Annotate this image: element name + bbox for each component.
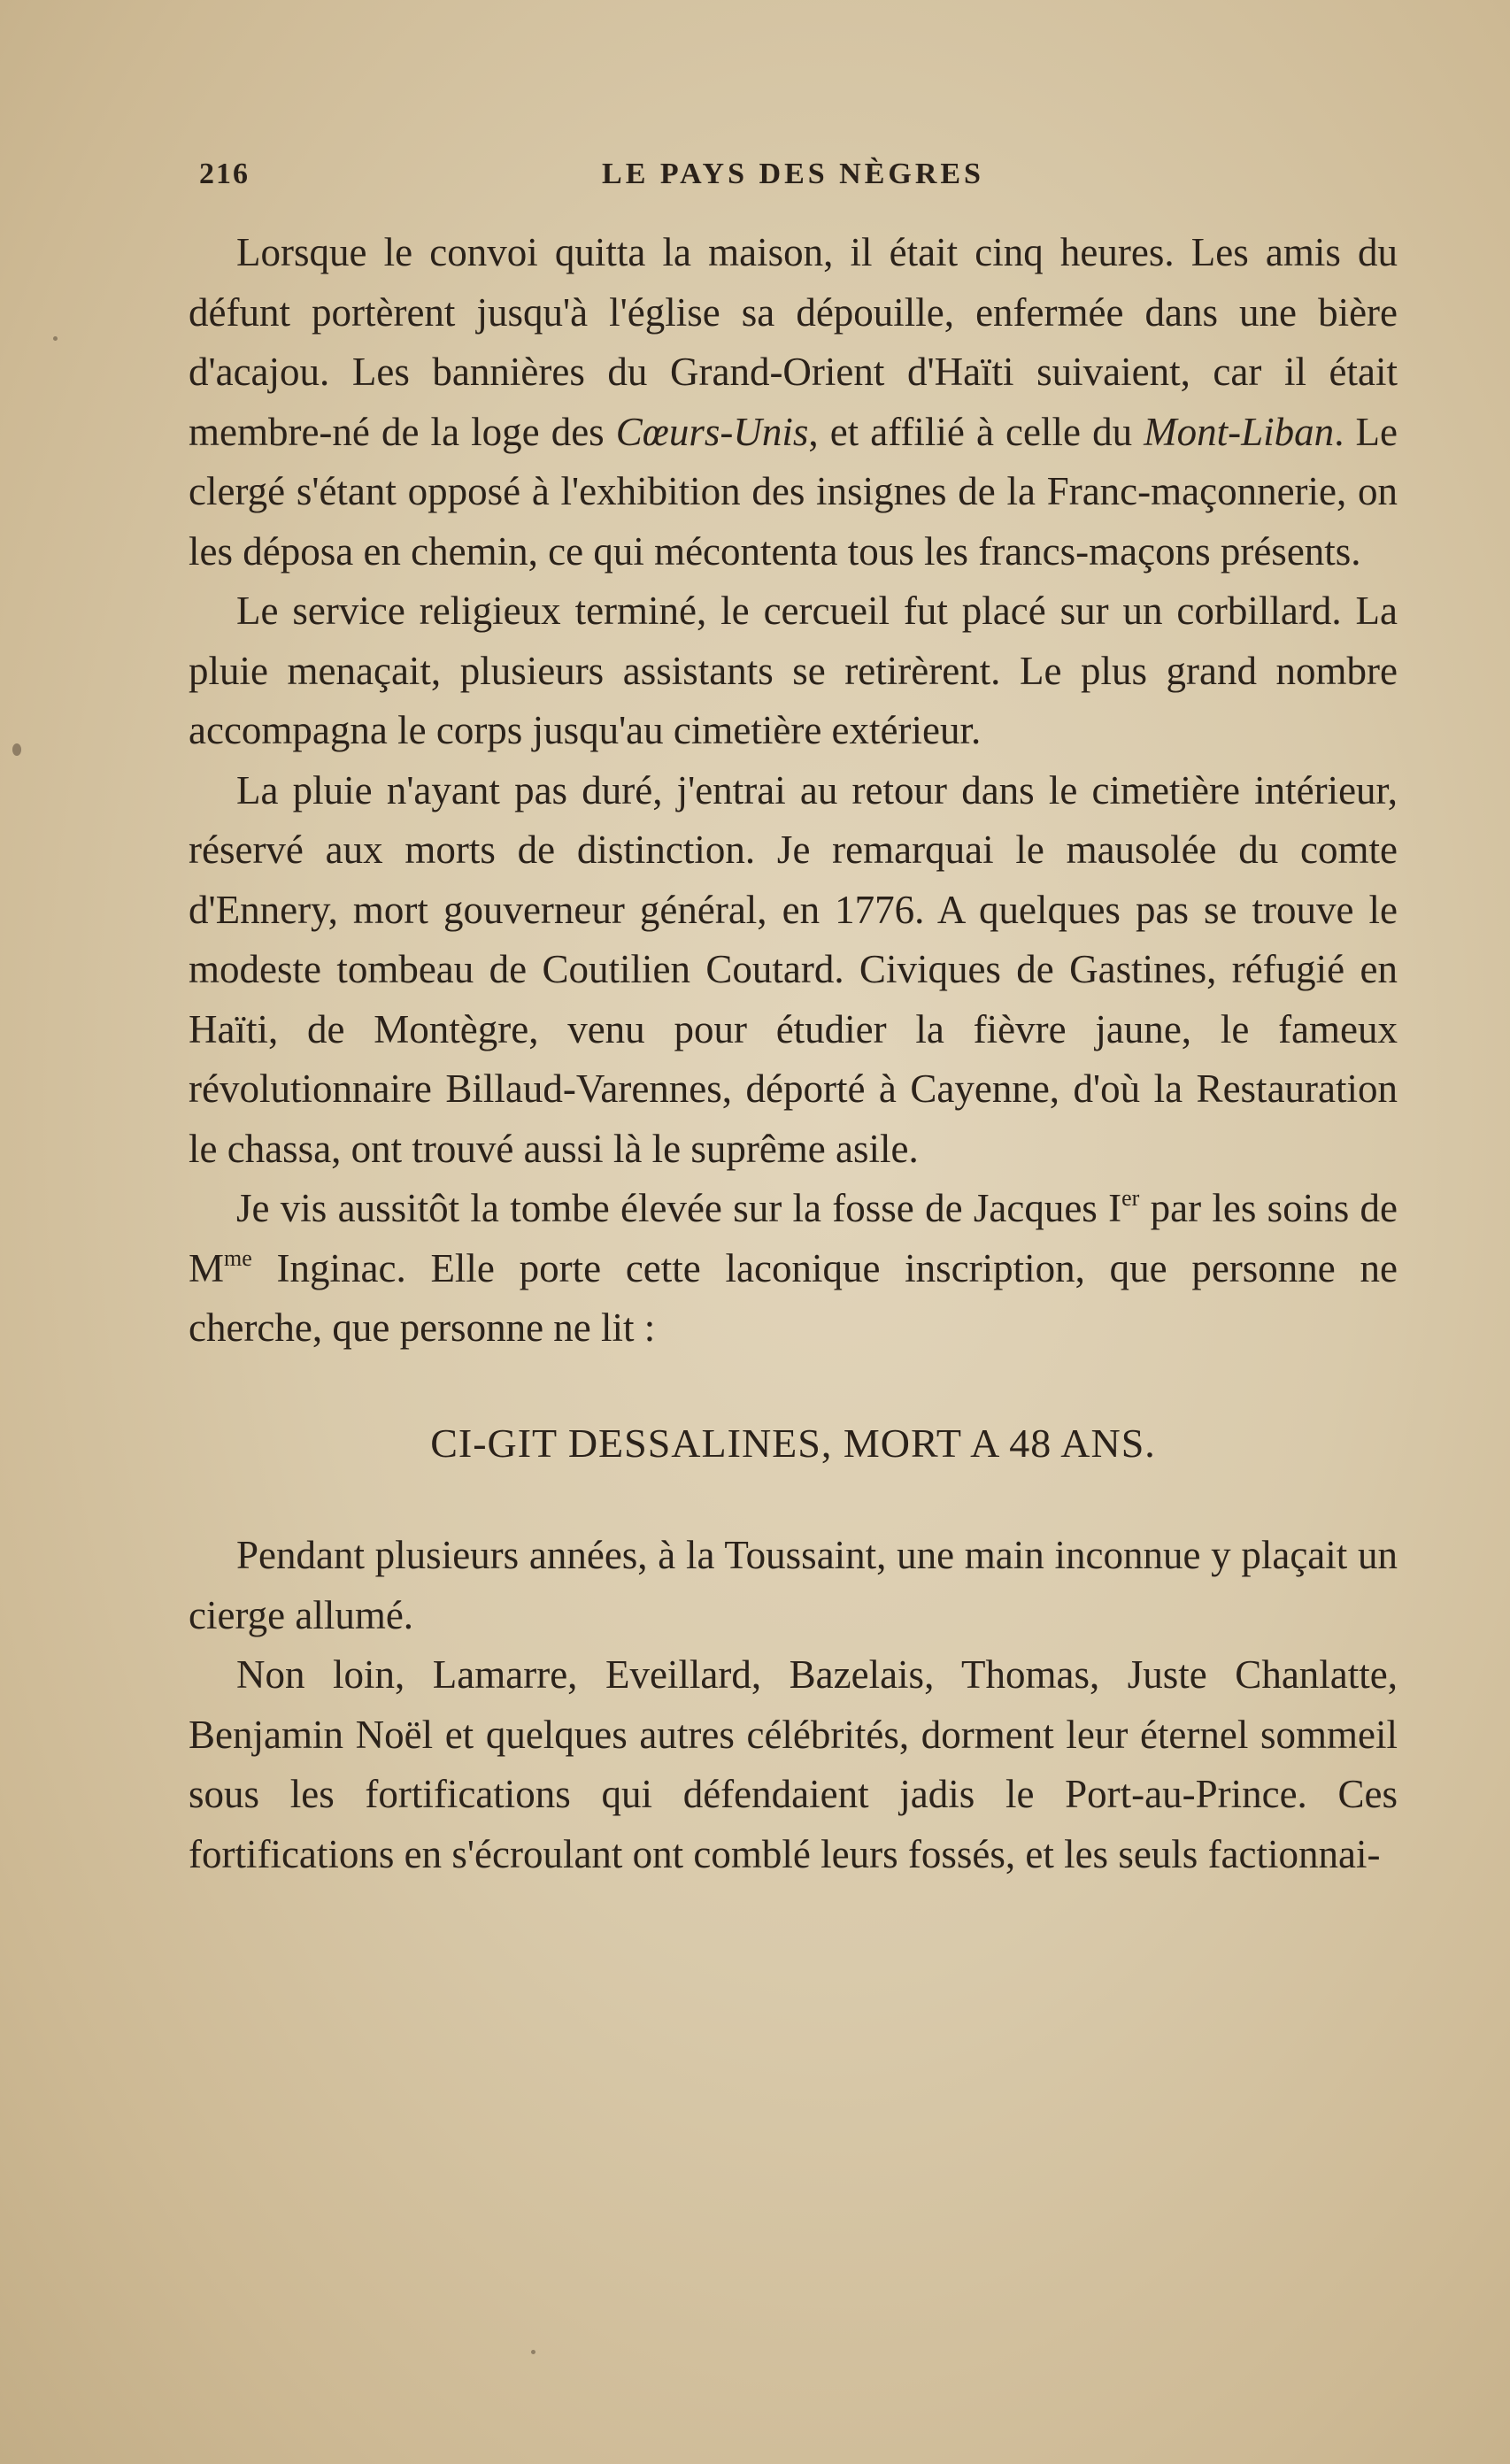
ink-spot <box>531 2350 535 2354</box>
paragraph-inner-cemetery: La pluie n'ayant pas duré, j'entrai au retour dans le cimetière intérieur, réservé aux morts de distinction. Je remarquai le mausolée du comte d'Ennery, mort gouverneur général, en 1776. A quelques pas se trouve le modeste tombeau de Coutilien Coutard. Civiques de Gastines, réfugié en Haïti, de Montègre, venu pour étudier la fièvre jaune, le fameux révolutionnaire Billaud-Varennes, déporté à Cayenne, d'où la Restauration le chassa, ont trouvé aussi là le suprême asile. <box>189 767 1398 1171</box>
tomb-inscription: CI-GIT DESSALINES, MORT A 48 ANS. <box>430 1420 1156 1466</box>
ink-spot <box>53 336 58 341</box>
paragraph-text: par les soins de M <box>189 1186 1398 1290</box>
page-number: 216 <box>199 158 250 190</box>
paragraph-religious-service: Le service religieux terminé, le cercueil fut placé sur un corbillard. La pluie menaçait, plusieurs assistants se retirèrent. Le plus grand nombre accompagna le corps jusqu'au cimetière extérieur. <box>189 589 1398 752</box>
paragraph-text: , et affilié à celle du <box>808 409 1144 454</box>
page-header <box>190 158 1396 202</box>
lodge-name-mont-liban: Mont-Liban <box>1144 409 1335 454</box>
running-title: LE PAYS DES NÈGRES <box>602 158 984 190</box>
superscript: er <box>1121 1185 1140 1211</box>
paragraph-funeral-procession <box>189 223 1398 581</box>
paragraph-text: Je vis aussitôt la tombe élevée sur la fosse de Jacques I <box>236 1186 1122 1230</box>
ink-spot <box>12 743 21 756</box>
lodge-name-coeurs-unis: Cœurs-Unis <box>615 409 809 454</box>
paragraph-text: Lorsque le convoi quitta la maison, il était cinq heures. Les amis du défunt portèrent jusqu'à l'église sa dépouille, enfermée dans une bière d'acajou. Les bannières du Grand-Orient d'Haïti suivaient, car il était membre-né de la loge des <box>189 230 1398 454</box>
paragraph-candle: Pendant plusieurs années, à la Toussaint, une main inconnue y plaçait un cierge allumé. <box>189 1533 1398 1637</box>
paragraph-dessalines-tomb <box>189 1179 1398 1359</box>
superscript: me <box>224 1244 252 1271</box>
paragraph-fortifications: Non loin, Lamarre, Eveillard, Bazelais, Thomas, Juste Chanlatte, Benjamin Noël et quelques autres célébrités, dorment leur éternel sommeil sous les fortifications qui défendaient jadis le Port-au-Prince. Ces fortifications en s'écroulant ont comblé leurs fossés, et les seuls factionnai- <box>189 1652 1398 1876</box>
paragraph-text: Inginac. Elle porte cette laconique inscription, que personne ne cherche, que personne ne lit : <box>189 1245 1398 1350</box>
body-text <box>189 223 1398 1884</box>
paragraph-text: . Le clergé s'étant opposé à l'exhibition des insignes de la Franc-maçonnerie, on les déposa en chemin, ce qui mécontenta tous les francs-maçons présents. <box>189 409 1398 574</box>
